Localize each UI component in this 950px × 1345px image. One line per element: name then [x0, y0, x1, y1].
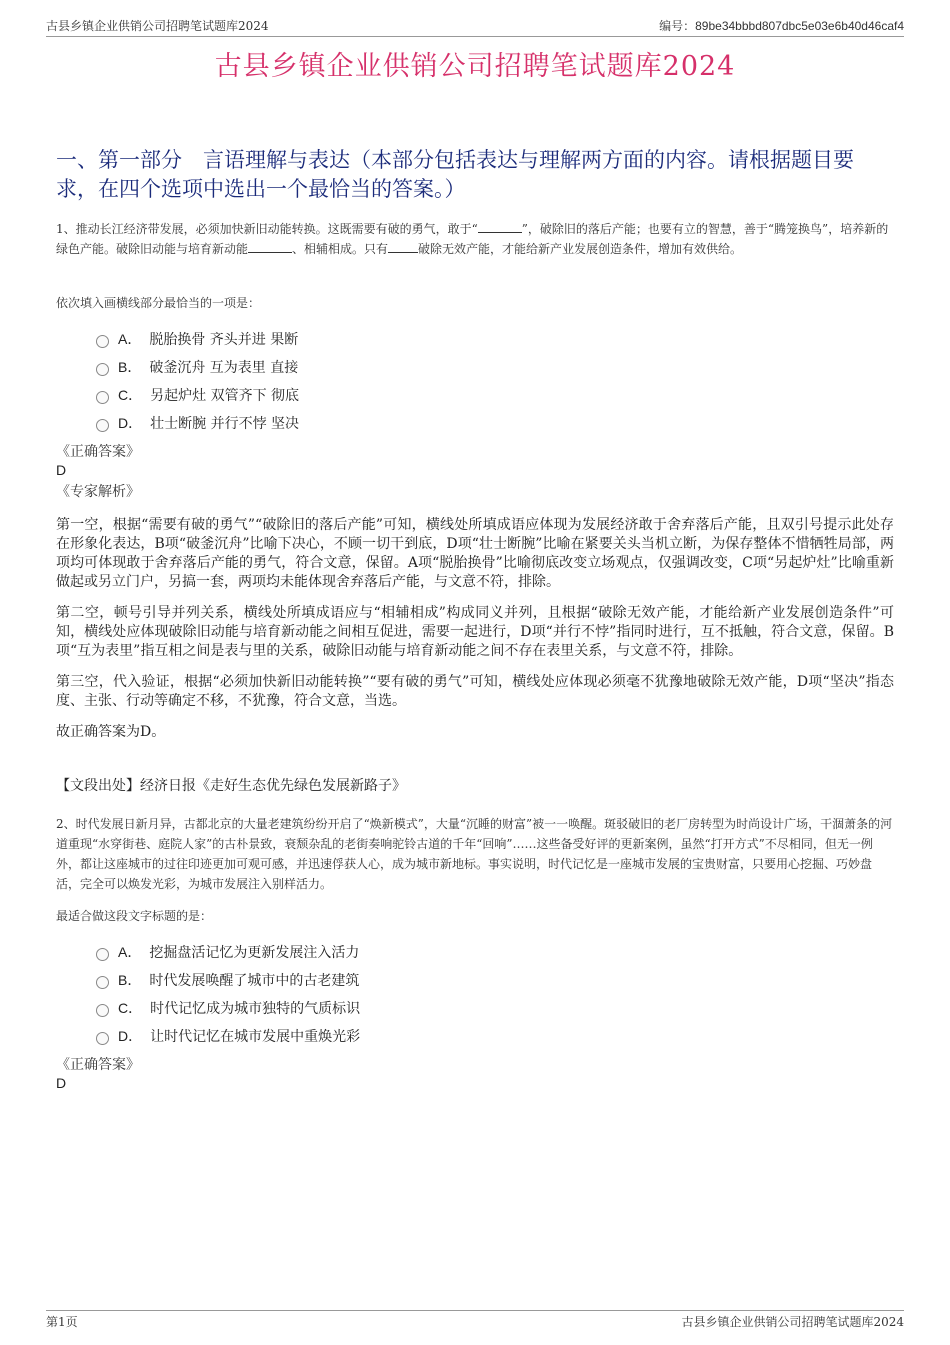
- option-letter: C．: [118, 387, 143, 403]
- analysis-conclusion: 故正确答案为D。: [56, 724, 166, 740]
- q1-text-part-a: 1、推动长江经济带发展，必须加快新旧动能转换。这既需要有破的勇气，敢于“: [56, 222, 478, 236]
- option-b[interactable]: [96, 353, 299, 381]
- analysis-paragraph-3: 第三空，代入验证，根据“必须加快新旧动能转换”“要有破的勇气”可知，横线处应体现必须毫不犹豫地破除无效产能，D项“坚决”指态度、主张、行动等确定不移，不犹豫，符合文意，当选。: [56, 674, 894, 709]
- section-heading: 一、第一部分 言语理解与表达（本部分包括表达与理解两方面的内容。请根据题目要求，在四个选项中选出一个最恰当的答案。）: [56, 148, 854, 201]
- source-citation: 【文段出处】经济日报《走好生态优先绿色发展新路子》: [56, 778, 406, 794]
- page-header: [46, 14, 904, 37]
- q1-text-part-d: 破除无效产能，才能给新产业发展创造条件，增加有效供给。: [418, 242, 743, 256]
- radio-icon[interactable]: [96, 1032, 109, 1045]
- code-label: 编号：: [659, 19, 696, 33]
- answer-label: 《正确答案》: [56, 444, 140, 460]
- option-text: 脱胎换骨 齐头并进 果断: [149, 332, 299, 348]
- q1-text-part-b: ”，破除旧的落后产能；也要有立的智慧，善于“腾笼换鸟”，培养新的绿色产能。破除旧动能与培育新动能: [56, 222, 889, 256]
- option-letter: A．: [118, 331, 142, 347]
- option-text: 另起炉灶 双管齐下 彻底: [150, 388, 300, 404]
- page-title: 古县乡镇企业供销公司招聘笔试题库2024: [214, 51, 736, 82]
- option-d[interactable]: [96, 409, 299, 437]
- question-1-options: [96, 325, 299, 437]
- analysis-body: [56, 516, 894, 742]
- option-letter: B．: [118, 359, 142, 375]
- analysis-paragraph-2: 第二空，顿号引导并列关系，横线处所填成语应与“相辅相成”构成同义并列，且根据“破除无效产能，才能给新产业发展创造条件”可知，横线处应体现破除旧动能与培育新动能之间相互促进，需要一起进行，D项“并行不悖”指同时进行，互不抵触，符合文意，保留。B项“互为表里”指互相之间是表与里的关系，破除旧动能与培育新动能之间不存在表里关系，与文意不符，排除。: [56, 605, 894, 659]
- answer-value: D: [56, 1075, 67, 1091]
- option-b[interactable]: [96, 966, 360, 994]
- option-letter: D．: [118, 1028, 143, 1044]
- radio-icon[interactable]: [96, 948, 109, 961]
- answer-label: 《正确答案》: [56, 1057, 140, 1073]
- document-code: [659, 17, 904, 34]
- q1-text-part-c: 、相辅相成。只有: [292, 242, 389, 256]
- option-d[interactable]: [96, 1022, 360, 1050]
- question-2-prompt: 最适合做这段文字标题的是：: [56, 909, 213, 923]
- page-number: 第1页: [46, 1315, 78, 1329]
- radio-icon[interactable]: [96, 419, 109, 432]
- option-text: 破釜沉舟 互为表里 直接: [149, 360, 299, 376]
- radio-icon[interactable]: [96, 1004, 109, 1017]
- fill-blank-3: [388, 251, 418, 253]
- option-text: 时代记忆成为城市独特的气质标识: [150, 1001, 361, 1017]
- option-letter: C．: [118, 1000, 143, 1016]
- question-2-options: [96, 938, 360, 1050]
- option-c[interactable]: [96, 994, 360, 1022]
- radio-icon[interactable]: [96, 363, 109, 376]
- option-text: 壮士断腕 并行不悖 坚决: [150, 416, 300, 432]
- radio-icon[interactable]: [96, 335, 109, 348]
- header-title: 古县乡镇企业供销公司招聘笔试题库2024: [46, 19, 269, 33]
- option-text: 挖掘盘活记忆为更新发展注入活力: [149, 945, 360, 961]
- radio-icon[interactable]: [96, 391, 109, 404]
- analysis-label: 《专家解析》: [56, 484, 140, 500]
- question-1-text: [56, 219, 894, 259]
- fill-blank-1: [478, 231, 522, 233]
- code-value: 89be34bbbd807dbc5e03e6b40d46caf4: [695, 19, 904, 33]
- radio-icon[interactable]: [96, 976, 109, 989]
- option-letter: B．: [118, 972, 142, 988]
- option-text: 让时代记忆在城市发展中重焕光彩: [150, 1029, 361, 1045]
- footer-title: 古县乡镇企业供销公司招聘笔试题库2024: [681, 1315, 904, 1329]
- answer-value: D: [56, 462, 67, 478]
- option-letter: D．: [118, 415, 143, 431]
- question-1-prompt: 依次填入画横线部分最恰当的一项是：: [56, 296, 261, 310]
- option-text: 时代发展唤醒了城市中的古老建筑: [149, 973, 360, 989]
- fill-blank-2: [248, 251, 292, 253]
- question-2-text: 2、时代发展日新月异，古都北京的大量老建筑纷纷开启了“焕新模式”，大量“沉睡的财富”被一一唤醒。斑驳破旧的老厂房转型为时尚设计广场，干涸萧条的河道重现“水穿街巷、庭院人家”的古朴景致，衰颓杂乱的老街奏响驼铃古道的千年“回响”……这些备受好评的更新案例，虽然“打开方式”不尽相同，但无一例外，都让这座城市的过往印迹更加可观可感，并迅速俘获人心，成为城市新地标。事实说明，时代记忆是一座城市发展的宝贵财富，只要用心挖掘、巧妙盘活，完全可以焕发光彩，为城市发展注入别样活力。: [56, 817, 893, 891]
- page-footer: [46, 1310, 904, 1330]
- option-a[interactable]: [96, 325, 299, 353]
- option-c[interactable]: [96, 381, 299, 409]
- option-letter: A．: [118, 944, 142, 960]
- option-a[interactable]: [96, 938, 360, 966]
- analysis-paragraph-1: 第一空，根据“需要有破的勇气”“破除旧的落后产能”可知，横线处所填成语应体现为发展经济敢于舍弃落后产能，且双引号提示此处存在形象化表达，B项“破釜沉舟”比喻下决心，不顾一切干到底，D项“壮士断腕”比喻在紧要关头当机立断，为保存整体不惜牺牲局部，两项均可体现敢于舍弃落后产能的勇气，符合文意，保留。A项“脱胎换骨”比喻彻底改变立场观点，仅强调改变，C项“另起炉灶”比喻重新做起或另立门户，另搞一套，两项均未能体现舍弃落后产能，与文意不符，排除。: [56, 517, 894, 590]
